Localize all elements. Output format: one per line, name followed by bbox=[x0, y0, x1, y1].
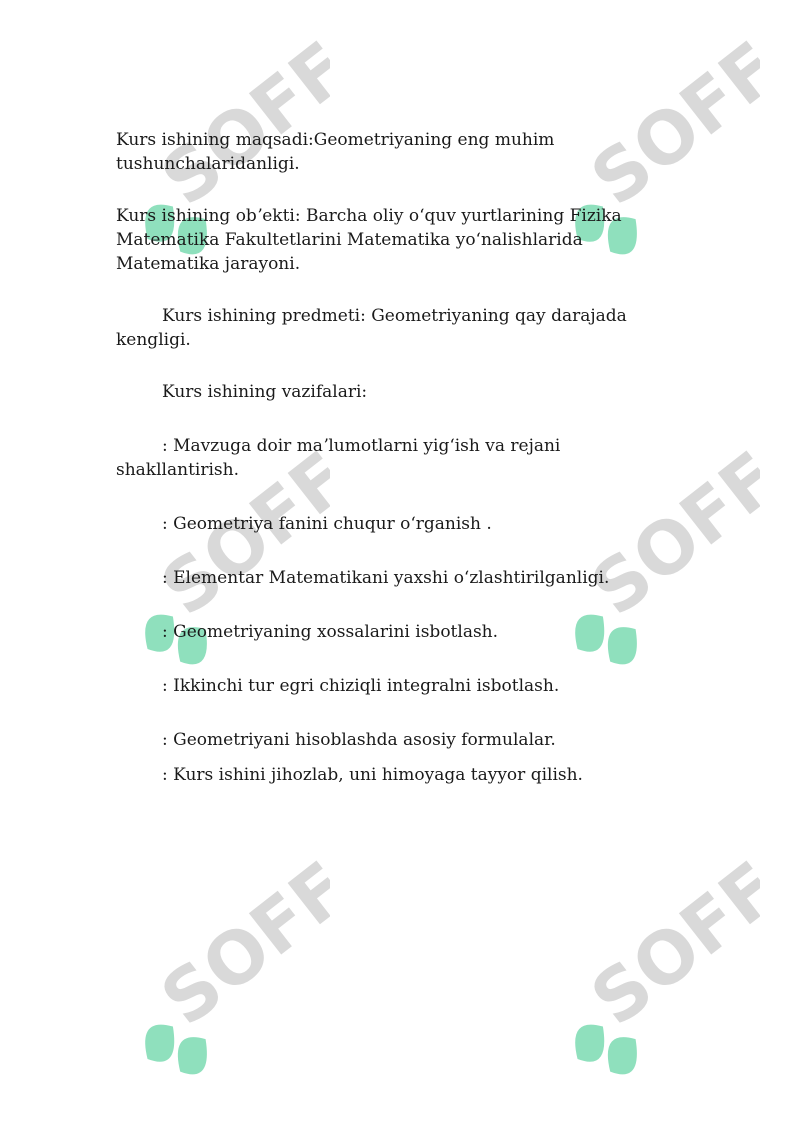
paragraph-predmet: Kurs ishining predmeti: Geometriyaning qay darajada kengligi. bbox=[116, 306, 627, 350]
svg-text:SOFF: SOFF bbox=[145, 450, 330, 632]
watermark-logo bbox=[500, 860, 760, 1100]
paragraph-vazifalar: Kurs ishining vazifalari: bbox=[162, 382, 368, 402]
task-item: : Ikkinchi tur egri chiziqli integralni isbotlash. bbox=[162, 676, 560, 696]
svg-text:SOFF: SOFF bbox=[575, 40, 760, 222]
task-item: : Geometriyani hisoblashda asosiy formulalar. bbox=[162, 730, 556, 750]
watermark-logo bbox=[70, 860, 330, 1100]
task-item: : Geometriyaning xossalarini isbotlash. bbox=[162, 622, 499, 642]
paragraph-maqsad: Kurs ishining maqsadi:Geometriyaning eng muhim tushunchalaridanligi. bbox=[116, 130, 555, 174]
task-item: : Geometriya fanini chuqur oʻrganish . bbox=[162, 514, 492, 534]
svg-text:SOFF: SOFF bbox=[145, 860, 330, 1042]
svg-text:SOFF: SOFF bbox=[575, 860, 760, 1042]
task-item: : Mavzuga doir maʼlumotlarni yigʻish va rejani shakllantirish. bbox=[116, 436, 561, 480]
document-body bbox=[116, 128, 686, 787]
svg-text:SOFF: SOFF bbox=[575, 450, 760, 632]
svg-text:SOFF: SOFF bbox=[145, 40, 330, 222]
paragraph-obekt: Kurs ishining obʼekti: Barcha oliy oʻquv yurtlarining Fizika Matematika Fakultetlarini Matematika yoʻnalishlarida Matematika jarayoni. bbox=[116, 206, 622, 274]
task-item: : Kurs ishini jihozlab, uni himoyaga tayyor qilish. bbox=[162, 765, 583, 785]
task-item: : Elementar Matematikani yaxshi oʻzlashtirilganligi. bbox=[162, 568, 610, 588]
